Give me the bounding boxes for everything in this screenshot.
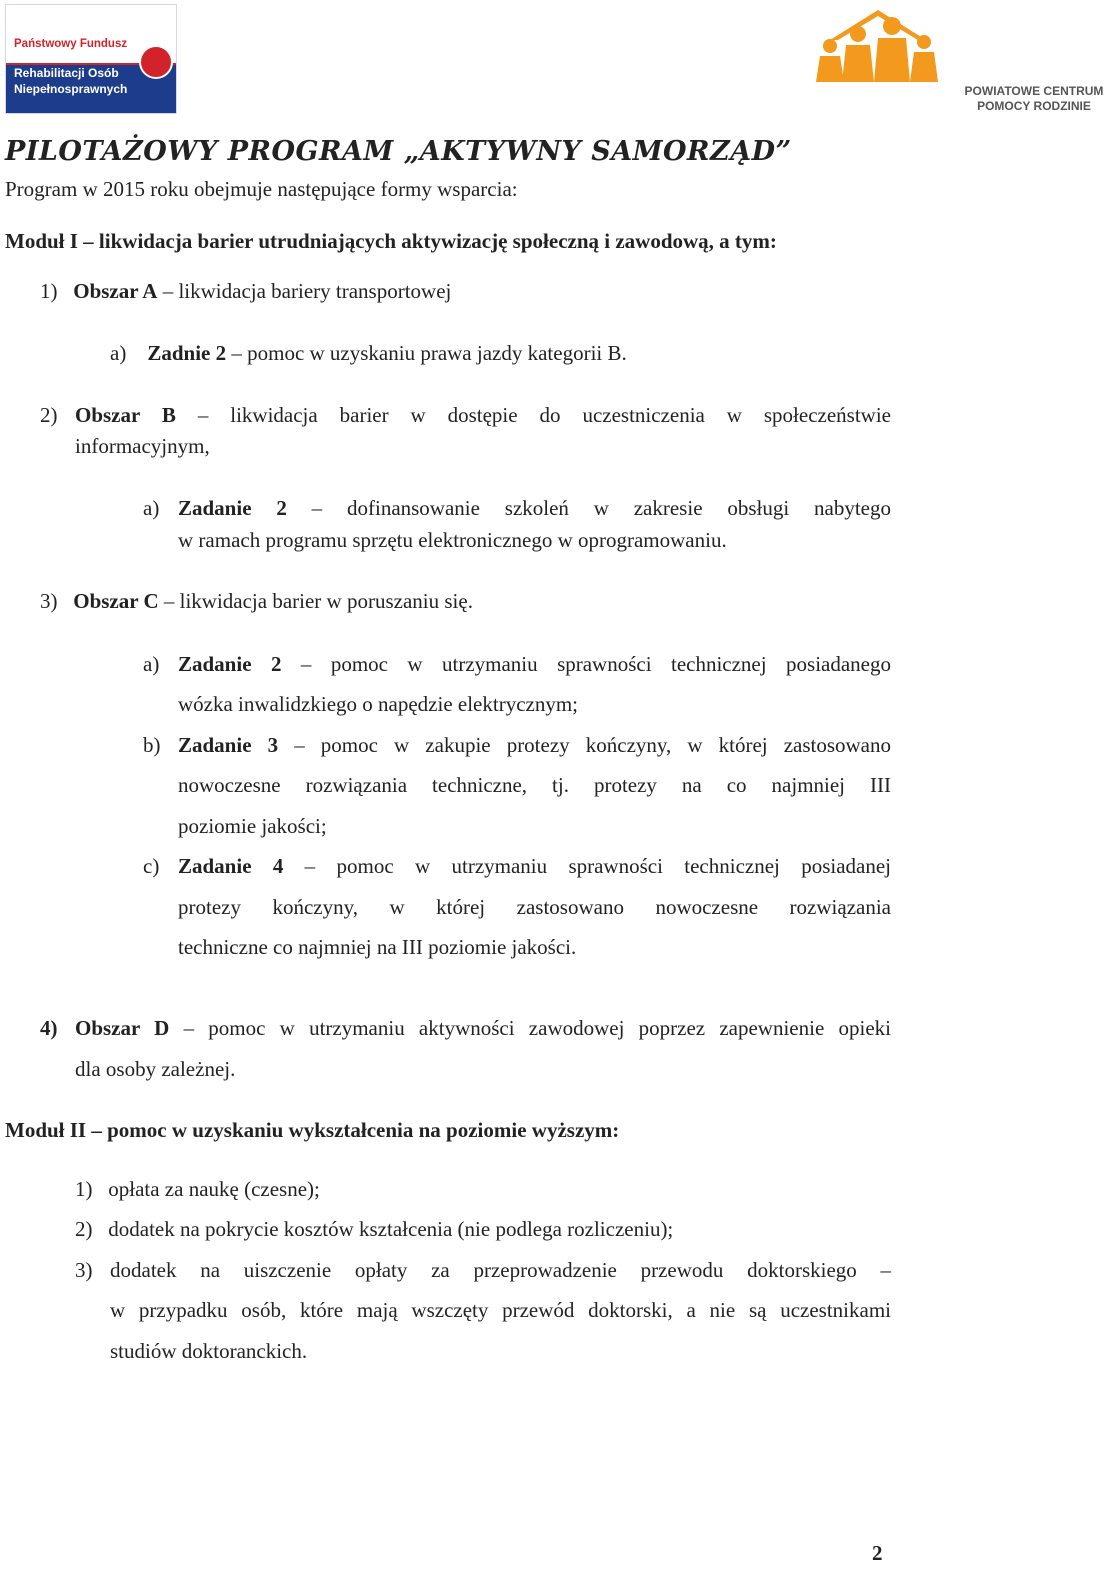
task-a-2 — [110, 341, 627, 366]
area-number: 1) — [40, 279, 58, 303]
area-number: 3) — [40, 589, 58, 613]
area-name: Obszar C — [73, 589, 159, 613]
module2-item-3-cont: w przypadku osób, które mają wszczęty przewód doktorski, a nie są uczestnikami — [110, 1298, 891, 1322]
task-name: Zadanie 4 — [178, 854, 284, 878]
task-c-3-cont2: poziomie jakości; — [178, 814, 327, 838]
task-c-4-cont: protezy kończyny, w której zastosowano nowoczesne rozwiązania — [178, 895, 891, 919]
area-d-desc-cont: dla osoby zależnej. — [75, 1057, 236, 1081]
area-desc: – pomoc w utrzymaniu aktywności zawodowej poprzez zapewnienie opieki — [169, 1016, 891, 1040]
document-title: PILOTAŻOWY PROGRAM „AKTYWNY SAMORZĄD” — [5, 136, 792, 167]
task-c-4-cont2: techniczne co najmniej na III poziomie jakości. — [178, 935, 577, 959]
pcpr-logo-line1: POWIATOWE CENTRUM — [964, 84, 1104, 98]
pfron-logo-line1: Państwowy Fundusz — [14, 38, 128, 50]
task-c-c-letter: c) — [143, 854, 160, 878]
area-desc: – likwidacja bariery transportowej — [157, 279, 452, 303]
family-figures-icon — [800, 4, 956, 84]
module2-item-1 — [75, 1177, 320, 1202]
pcpr-logo — [800, 4, 1104, 116]
task-name: Zadanie 2 — [178, 652, 282, 676]
area-b-number: 2) — [40, 403, 58, 427]
task-c-3-cont: nowoczesne rozwiązania techniczne, tj. protezy na co najmniej III — [178, 773, 891, 797]
item-number: 1) — [75, 1177, 93, 1201]
module2-item-2 — [75, 1217, 673, 1242]
area-name: Obszar D — [75, 1016, 170, 1040]
task-letter: a) — [110, 341, 127, 365]
area-desc: – likwidacja barier w poruszaniu się. — [158, 589, 473, 613]
task-name: Zadanie 3 — [178, 733, 279, 757]
task-name: Zadanie 2 — [178, 496, 287, 520]
intro-text: Program w 2015 roku obejmuje następujące formy wsparcia: — [5, 177, 518, 201]
task-desc: – pomoc w utrzymaniu sprawności technicznej posiadanej — [283, 854, 891, 878]
pfron-logo-line2: Rehabilitacji Osób — [14, 66, 119, 80]
logo-red-circle — [139, 45, 173, 79]
task-name: Zadnie 2 — [147, 341, 227, 365]
module2-item-3: dodatek na uiszczenie opłaty za przeprowadzenie przewodu doktorskiego – — [110, 1258, 891, 1282]
task-c-4 — [178, 854, 891, 879]
module2-heading: Moduł II – pomoc w uzyskaniu wykształcenia na poziomie wyższym: — [5, 1118, 620, 1142]
area-c — [40, 589, 473, 614]
page-number: 2 — [872, 1541, 883, 1565]
area-d-number: 4) — [40, 1016, 58, 1040]
task-b-2 — [178, 496, 891, 521]
item-text: opłata za naukę (czesne); — [108, 1177, 320, 1201]
item-number: 2) — [75, 1217, 93, 1241]
pcpr-logo-line2: POMOCY RODZINIE — [977, 99, 1091, 113]
module1-heading: Moduł I – likwidacja barier utrudniających aktywizację społeczną i zawodową, a tym: — [5, 229, 777, 253]
item-text: dodatek na pokrycie kosztów kształcenia (nie podlega rozliczeniu); — [108, 1217, 674, 1241]
task-desc: – dofinansowanie szkoleń w zakresie obsługi nabytego — [286, 496, 891, 520]
area-b — [75, 403, 891, 428]
module2-item-3-number: 3) — [75, 1258, 93, 1282]
task-c-a-letter: a) — [143, 652, 160, 676]
task-desc: – pomoc w utrzymaniu sprawności technicznej posiadanego — [281, 652, 891, 676]
task-c-2-cont: wózka inwalidzkiego o napędzie elektrycznym; — [178, 692, 579, 716]
pfron-logo — [5, 4, 177, 114]
module2-item-3-cont2: studiów doktoranckich. — [110, 1339, 308, 1363]
task-desc: – pomoc w uzyskaniu prawa jazdy kategorii B. — [226, 341, 627, 365]
task-desc: – pomoc w zakupie protezy kończyny, w której zastosowano — [278, 733, 891, 757]
pfron-logo-line3: Niepełnosprawnych — [14, 82, 128, 96]
area-name: Obszar B — [75, 403, 176, 427]
task-c-2 — [178, 652, 891, 677]
area-name: Obszar A — [73, 279, 158, 303]
area-desc: – likwidacja barier w dostępie do uczestniczenia w społeczeństwie — [175, 403, 891, 427]
area-b-desc-cont: informacyjnym, — [75, 434, 210, 458]
task-c-b-letter: b) — [143, 733, 161, 757]
task-b-letter: a) — [143, 496, 160, 520]
area-d — [75, 1016, 891, 1041]
task-b-2-cont: w ramach programu sprzętu elektronicznego w oprogramowaniu. — [178, 528, 727, 552]
task-c-3 — [178, 733, 891, 758]
area-a — [40, 279, 451, 304]
